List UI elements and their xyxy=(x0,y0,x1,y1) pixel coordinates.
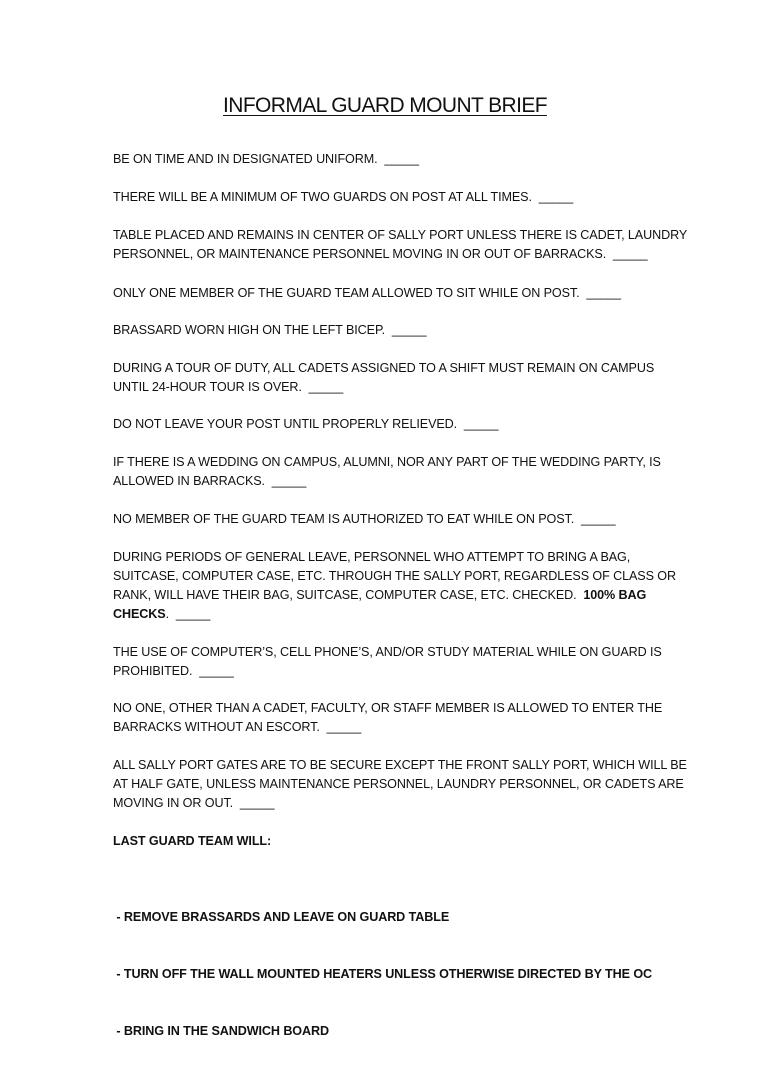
rule-text-line: DURING PERIODS OF GENERAL LEAVE, PERSONNEL WHO ATTEMPT TO BRING A BAG, xyxy=(113,550,631,564)
rule-text-line: MOVING IN OR OUT. xyxy=(113,796,234,810)
rule-wedding xyxy=(113,453,693,491)
initial-blank: _____ xyxy=(463,417,499,431)
initial-blank: _____ xyxy=(384,152,419,166)
rule-text: BE ON TIME AND IN DESIGNATED UNIFORM. xyxy=(113,152,378,166)
rule-text-line: IF THERE IS A WEDDING ON CAMPUS, ALUMNI, NOR ANY PART OF THE WEDDING PARTY, IS xyxy=(113,455,661,469)
initial-blank: _____ xyxy=(239,796,275,810)
rule-text-line: AT HALF GATE, UNLESS MAINTENANCE PERSONNEL, LAUNDRY PERSONNEL, OR CADETS ARE xyxy=(113,777,684,791)
initial-blank: _____ xyxy=(308,380,344,394)
rule-bag-checks xyxy=(113,548,693,624)
initial-blank: _____ xyxy=(612,247,648,261)
rule-uniform xyxy=(113,150,693,169)
rule-properly-relieved xyxy=(113,415,693,434)
rule-no-eating xyxy=(113,510,693,529)
rule-text-line: ALL SALLY PORT GATES ARE TO BE SECURE EXCEPT THE FRONT SALLY PORT, WHICH WILL BE xyxy=(113,758,687,772)
rule-text-line: TABLE PLACED AND REMAINS IN CENTER OF SALLY PORT UNLESS THERE IS CADET, LAUNDRY xyxy=(113,228,688,242)
rule-one-sits xyxy=(113,284,693,303)
rule-text-line: UNTIL 24-HOUR TOUR IS OVER. xyxy=(113,380,302,394)
rule-text: DO NOT LEAVE YOUR POST UNTIL PROPERLY RELIEVED. xyxy=(113,417,458,431)
initial-blank: _____ xyxy=(580,512,616,526)
rule-text: . xyxy=(165,607,169,621)
initial-blank: _____ xyxy=(326,720,362,734)
rule-text-line: DURING A TOUR OF DUTY, ALL CADETS ASSIGNED TO A SHIFT MUST REMAIN ON CAMPUS xyxy=(113,361,655,375)
rule-text: BRASSARD WORN HIGH ON THE LEFT BICEP. xyxy=(113,323,386,337)
rule-table-placement xyxy=(113,226,693,264)
rule-text-line: THE USE OF COMPUTER’S, CELL PHONE’S, AND/OR STUDY MATERIAL WHILE ON GUARD IS xyxy=(113,645,662,659)
rule-electronics-prohibited xyxy=(113,643,693,681)
last-team-heading: LAST GUARD TEAM WILL: xyxy=(113,834,272,848)
initial-blank: _____ xyxy=(538,190,574,204)
rule-two-guards xyxy=(113,188,693,207)
bag-checks-emphasis: CHECKS xyxy=(113,607,166,621)
initial-blank: _____ xyxy=(586,286,621,300)
rule-text-line: NO ONE, OTHER THAN A CADET, FACULTY, OR STAFF MEMBER IS ALLOWED TO ENTER THE xyxy=(113,701,663,715)
rule-text-line: BARRACKS WITHOUT AN ESCORT. xyxy=(113,720,320,734)
rule-text-line: RANK, WILL HAVE THEIR BAG, SUITCASE, COMPUTER CASE, ETC. CHECKED. xyxy=(113,588,577,602)
last-team-task: - TURN OFF THE WALL MOUNTED HEATERS UNLESS OTHERWISE DIRECTED BY THE OC xyxy=(113,967,653,981)
last-team-task: - REMOVE BRASSARDS AND LEAVE ON GUARD TABLE xyxy=(113,910,450,924)
page-title: INFORMAL GUARD MOUNT BRIEF xyxy=(223,94,547,117)
rule-text: THERE WILL BE A MINIMUM OF TWO GUARDS ON POST AT ALL TIMES. xyxy=(113,190,532,204)
rule-remain-on-campus xyxy=(113,359,693,397)
bag-checks-emphasis: 100% BAG xyxy=(583,588,647,602)
rule-text-line: PERSONNEL, OR MAINTENANCE PERSONNEL MOVING IN OR OUT OF BARRACKS. xyxy=(113,247,607,261)
rule-sally-port-gates xyxy=(113,756,693,813)
last-team-task-list xyxy=(113,870,693,1079)
rule-text-line: SUITCASE, COMPUTER CASE, ETC. THROUGH THE SALLY PORT, REGARDLESS OF CLASS OR xyxy=(113,569,676,583)
rule-text-line: ALLOWED IN BARRACKS. xyxy=(113,474,265,488)
rule-text-line: PROHIBITED. xyxy=(113,664,193,678)
initial-blank: _____ xyxy=(175,607,211,621)
initial-blank: _____ xyxy=(391,323,427,337)
last-team-task: - BRING IN THE SANDWICH BOARD xyxy=(113,1024,329,1038)
initial-blank: _____ xyxy=(199,664,234,678)
rule-text: NO MEMBER OF THE GUARD TEAM IS AUTHORIZED TO EAT WHILE ON POST. xyxy=(113,512,575,526)
initial-blank: _____ xyxy=(271,474,307,488)
rule-text: ONLY ONE MEMBER OF THE GUARD TEAM ALLOWED TO SIT WHILE ON POST. xyxy=(113,286,580,300)
rule-escort xyxy=(113,699,693,737)
rule-brassard xyxy=(113,321,693,340)
